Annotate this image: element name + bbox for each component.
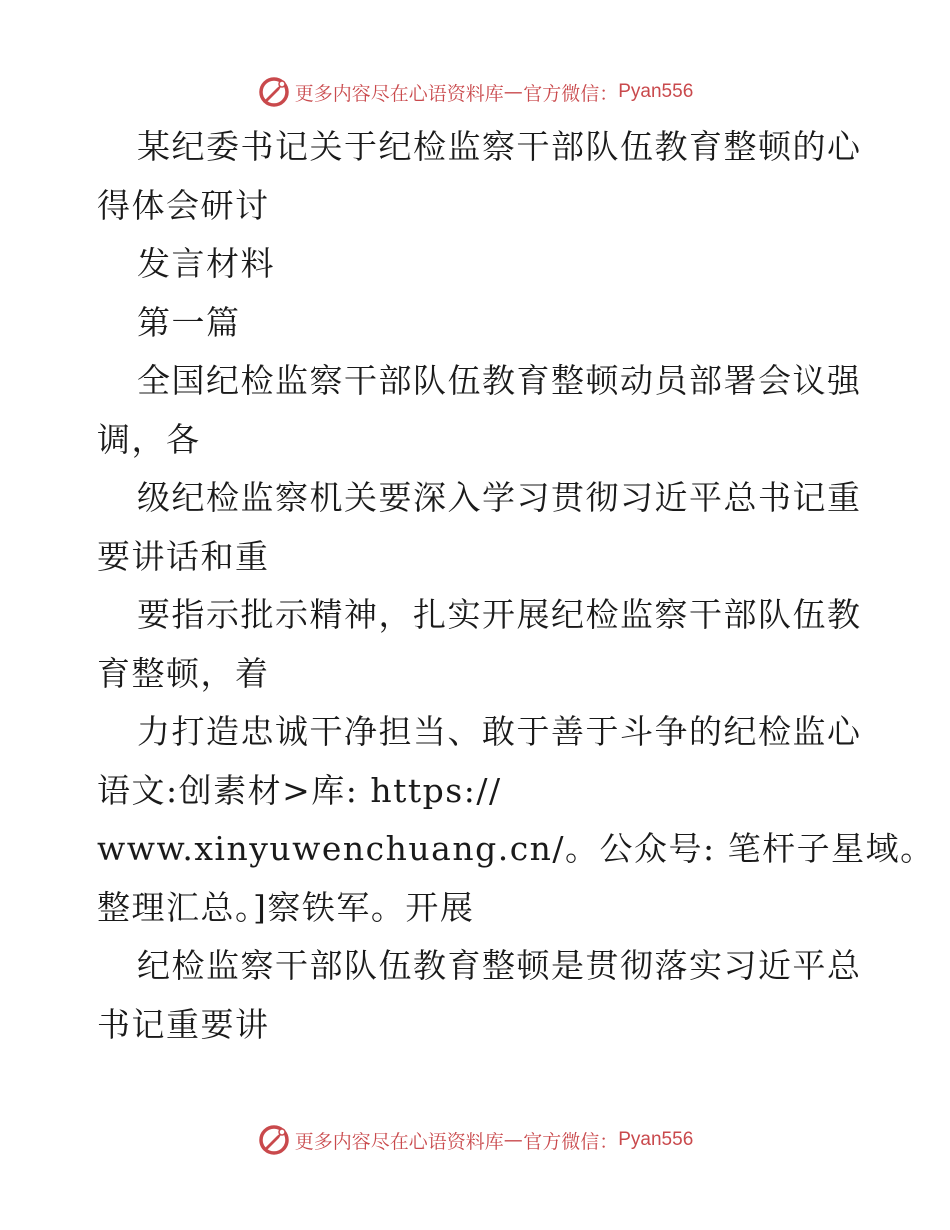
body-line: 要讲话和重	[97, 536, 270, 576]
document-body	[97, 118, 935, 1054]
header-banner-label: 官方微信：	[523, 82, 619, 105]
body-line: 书记重要讲	[97, 1004, 270, 1044]
body-line: www.xinyuwenchuang.cn/。公众号: 笔杆子星域。	[97, 829, 935, 868]
footer-banner-label: 官方微信：	[523, 1130, 619, 1153]
body-line: 级纪检监察机关要深入学习贯彻习近平总书记重	[137, 478, 862, 517]
brand-logo-icon	[257, 75, 291, 109]
body-line: 力打造忠诚干净担当、敢于善于斗争的纪检监心	[137, 712, 862, 751]
body-line: 某纪委书记关于纪检监察干部队伍教育整顿的心	[137, 127, 862, 166]
body-line: 整理汇总。]察铁军。开展	[97, 887, 475, 927]
footer-banner-text: 更多内容尽在心语资料库	[294, 1130, 504, 1153]
brand-logo-icon	[257, 1123, 291, 1157]
body-line: 发言材料	[137, 244, 275, 283]
footer-banner-handle: Pyan556	[618, 1129, 694, 1150]
body-line: 得体会研讨	[97, 185, 270, 225]
header-banner	[0, 72, 950, 112]
body-line: 纪检监察干部队伍教育整顿是贯彻落实习近平总	[137, 946, 862, 985]
body-line: 全国纪检监察干部队伍教育整顿动员部署会议强	[137, 361, 862, 400]
header-banner-dash: —	[503, 81, 524, 103]
footer-banner-dash: —	[503, 1129, 524, 1151]
body-line: 育整顿，着	[97, 653, 270, 693]
header-banner-text: 更多内容尽在心语资料库	[294, 82, 504, 105]
body-line: 语文:创素材>库: https://	[97, 770, 502, 810]
header-banner-handle: Pyan556	[618, 81, 694, 102]
body-line: 调，各	[97, 419, 201, 459]
footer-banner	[0, 1120, 950, 1160]
body-line: 第一篇	[137, 302, 241, 342]
body-line: 要指示批示精神，扎实开展纪检监察干部队伍教	[137, 595, 862, 634]
